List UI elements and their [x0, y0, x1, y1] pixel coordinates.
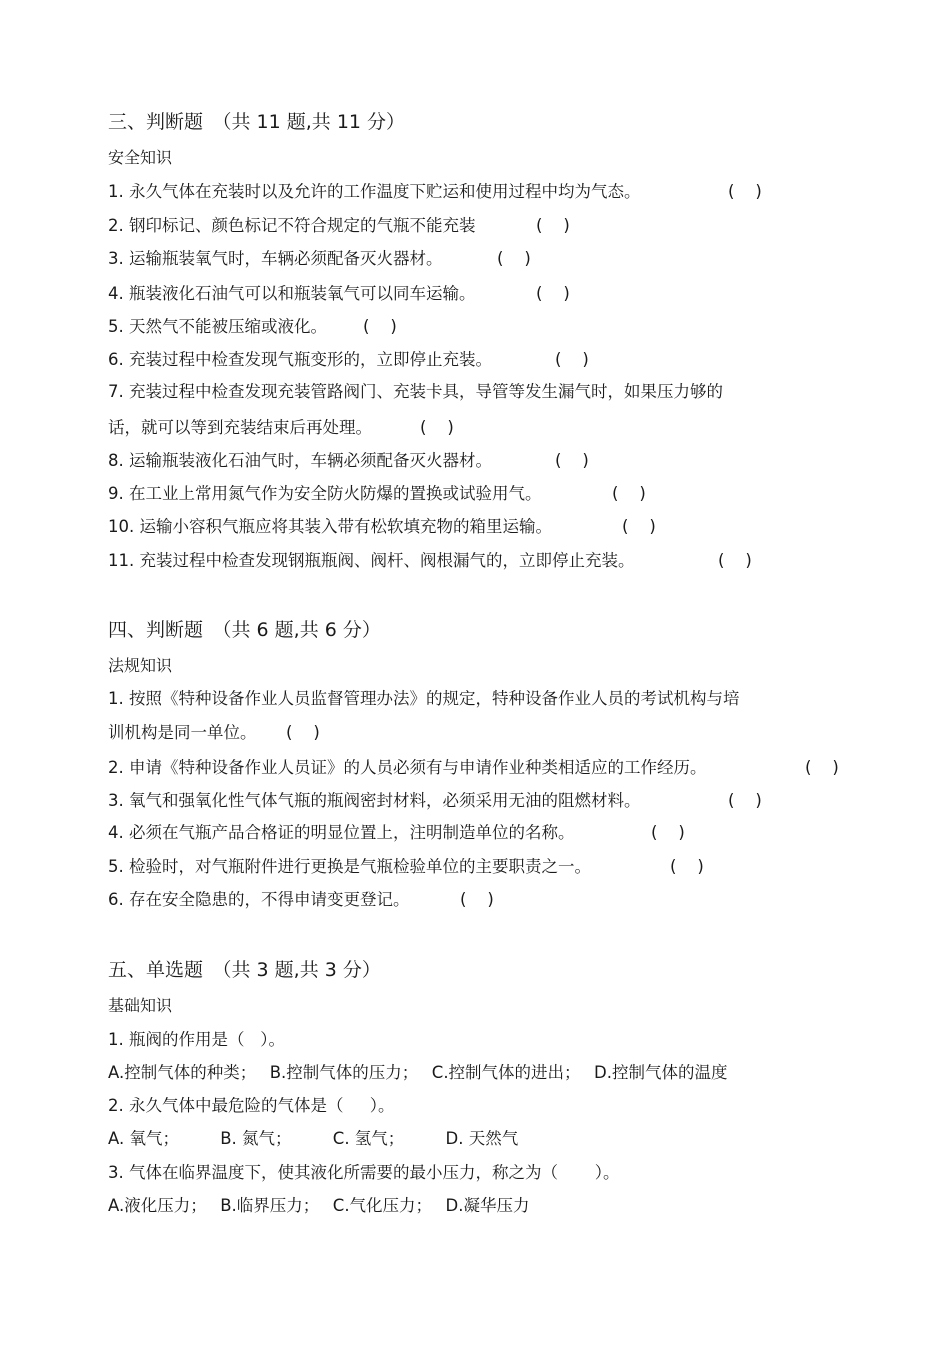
- answer-blank: ( ): [622, 517, 656, 536]
- answer-blank: ( ): [728, 182, 762, 201]
- question-text: 3. 运输瓶装氧气时，车辆必须配备灭火器材。: [108, 249, 443, 268]
- section-5-heading: 五、单选题 （共 3 题,共 3 分）: [108, 959, 381, 981]
- section-4-category: 法规知识: [108, 656, 173, 675]
- answer-options: A.液化压力； B.临界压力； C.气化压力； D.凝华压力: [108, 1196, 530, 1215]
- question-text: 6. 充装过程中检查发现气瓶变形的，立即停止充装。: [108, 350, 492, 369]
- answer-blank: ( ): [805, 758, 839, 777]
- answer-blank: ( ): [363, 317, 397, 336]
- answer-options: A. 氧气； B. 氮气； C. 氢气； D. 天然气: [108, 1129, 519, 1148]
- question-text: 10. 运输小容积气瓶应将其装入带有松软填充物的箱里运输。: [108, 517, 552, 536]
- question-text: 1. 永久气体在充装时以及允许的工作温度下贮运和使用过程中均为气态。: [108, 182, 641, 201]
- answer-blank: ( ): [460, 890, 494, 909]
- section-3-heading: 三、判断题 （共 11 题,共 11 分）: [108, 111, 406, 133]
- answer-blank: ( ): [536, 284, 570, 303]
- answer-blank: ( ): [670, 857, 704, 876]
- answer-blank: ( ): [718, 551, 752, 570]
- answer-blank: ( ): [497, 249, 531, 268]
- question-text: 6. 存在安全隐患的，不得申请变更登记。: [108, 890, 410, 909]
- question-text: 话，就可以等到充装结束后再处理。: [108, 418, 372, 437]
- section-3-category: 安全知识: [108, 148, 173, 167]
- question-text: 1. 按照《特种设备作业人员监督管理办法》的规定，特种设备作业人员的考试机构与培: [108, 689, 740, 708]
- question-text: 2. 永久气体中最危险的气体是（ ）。: [108, 1096, 395, 1115]
- answer-blank: ( ): [612, 484, 646, 503]
- question-text: 8. 运输瓶装液化石油气时，车辆必须配备灭火器材。: [108, 451, 492, 470]
- question-text: 5. 检验时，对气瓶附件进行更换是气瓶检验单位的主要职责之一。: [108, 857, 591, 876]
- question-text: 训机构是同一单位。: [108, 723, 257, 742]
- answer-blank: ( ): [651, 823, 685, 842]
- question-text: 2. 申请《特种设备作业人员证》的人员必须有与申请作业种类相适应的工作经历。: [108, 758, 707, 777]
- question-text: 3. 氧气和强氧化性气体气瓶的瓶阀密封材料，必须采用无油的阻燃材料。: [108, 791, 641, 810]
- answer-blank: ( ): [420, 418, 454, 437]
- question-text: 5. 天然气不能被压缩或液化。: [108, 317, 327, 336]
- question-text: 3. 气体在临界温度下，使其液化所需要的最小压力，称之为（ ）。: [108, 1163, 620, 1182]
- answer-blank: ( ): [286, 723, 320, 742]
- question-text: 2. 钢印标记、颜色标记不符合规定的气瓶不能充装: [108, 216, 476, 235]
- answer-blank: ( ): [555, 451, 589, 470]
- question-text: 7. 充装过程中检查发现充装管路阀门、充装卡具，导管等发生漏气时，如果压力够的: [108, 382, 723, 401]
- question-text: 11. 充装过程中检查发现钢瓶瓶阀、阀杆、阀根漏气的，立即停止充装。: [108, 551, 635, 570]
- question-text: 4. 瓶装液化石油气可以和瓶装氧气可以同车运输。: [108, 284, 476, 303]
- section-5-category: 基础知识: [108, 996, 173, 1015]
- answer-options: A.控制气体的种类； B.控制气体的压力； C.控制气体的进出； D.控制气体的温度: [108, 1063, 728, 1082]
- answer-blank: ( ): [536, 216, 570, 235]
- question-text: 1. 瓶阀的作用是（ ）。: [108, 1030, 285, 1049]
- question-text: 9. 在工业上常用氮气作为安全防火防爆的置换或试验用气。: [108, 484, 542, 503]
- answer-blank: ( ): [555, 350, 589, 369]
- question-text: 4. 必须在气瓶产品合格证的明显位置上，注明制造单位的名称。: [108, 823, 575, 842]
- section-4-heading: 四、判断题 （共 6 题,共 6 分）: [108, 619, 381, 641]
- answer-blank: ( ): [728, 791, 762, 810]
